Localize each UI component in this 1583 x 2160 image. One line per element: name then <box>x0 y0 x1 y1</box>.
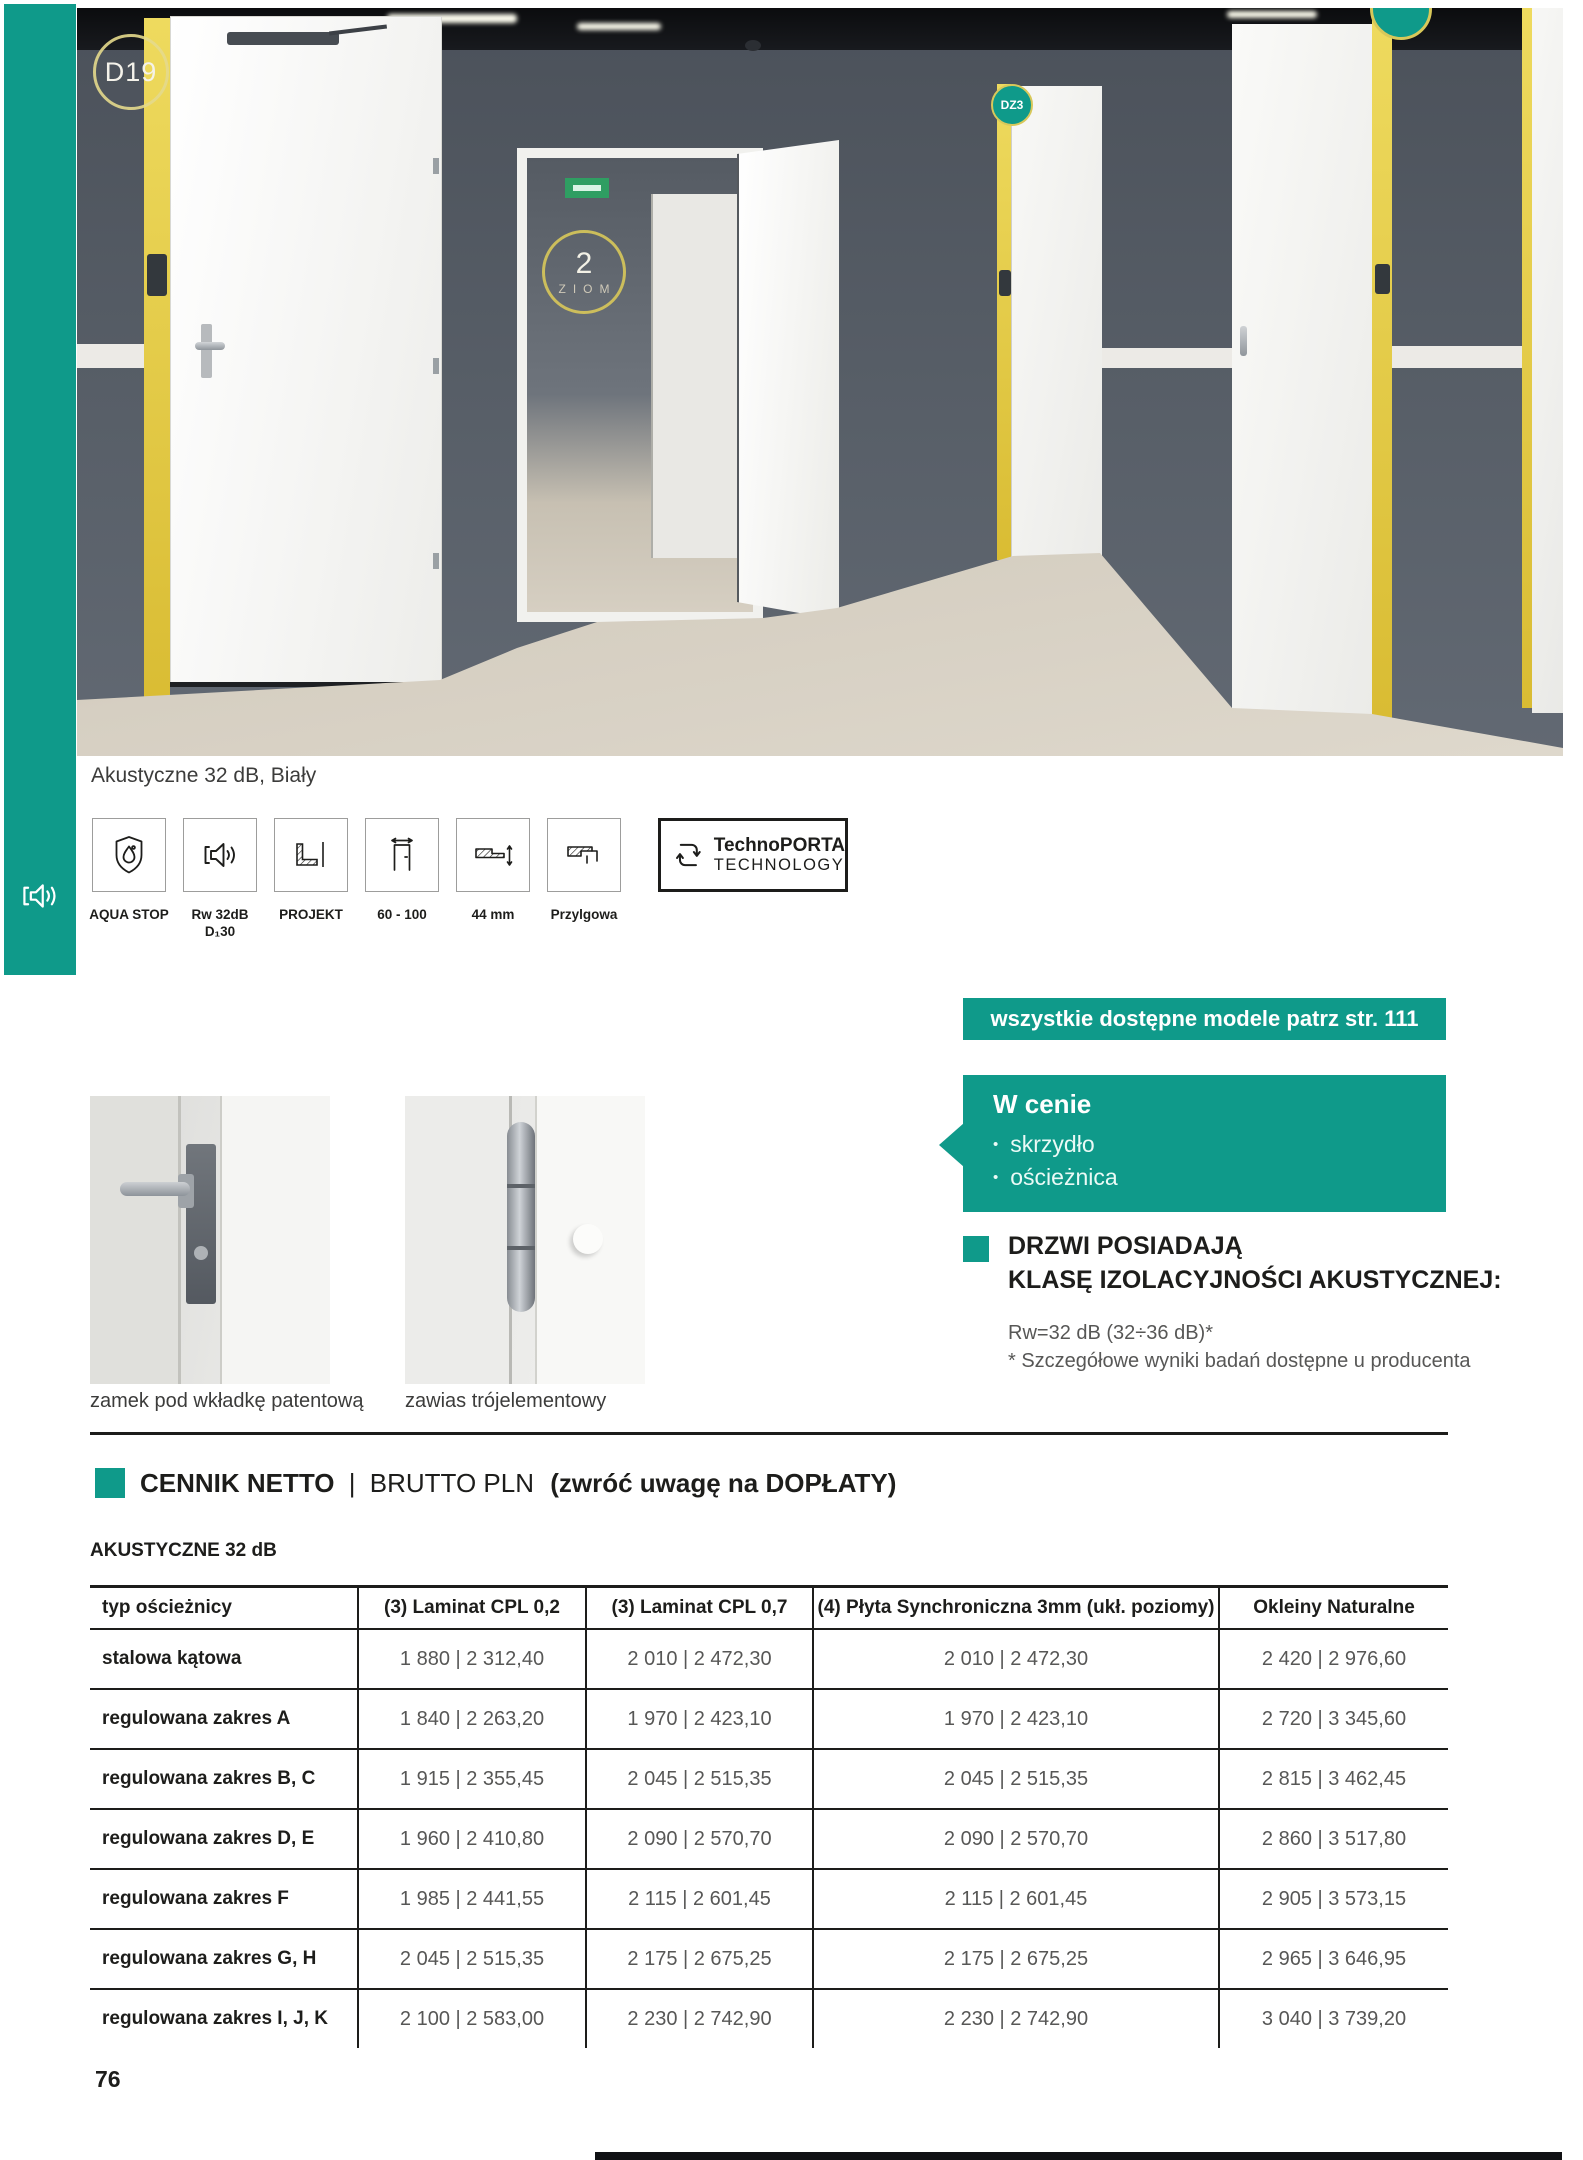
hinge <box>433 358 439 374</box>
detail-photo-hinge <box>405 1096 645 1384</box>
wall-stripe <box>77 344 144 368</box>
frame-area <box>405 1096 512 1384</box>
detail-caption-lock: zamek pod wkładkę patentową <box>90 1390 364 1412</box>
price-cell: 1 970 | 2 423,10 <box>812 1690 1218 1748</box>
price-table-header <box>90 1588 1448 1630</box>
in-price-item: • skrzydło <box>993 1128 1446 1161</box>
section-bullet-square <box>963 1236 989 1262</box>
hinge-segment-line <box>507 1246 535 1250</box>
hero-photo <box>77 8 1563 756</box>
feature-label: PROJEKT <box>279 907 343 922</box>
pricing-subheading: AKUSTYCZNE 32 dB <box>90 1540 277 1561</box>
column-header: Okleiny Naturalne <box>1218 1588 1448 1628</box>
price-cell: 2 420 | 2 976,60 <box>1218 1630 1448 1688</box>
feature-thickness <box>456 818 530 922</box>
price-cell: 2 045 | 2 515,35 <box>357 1930 585 1988</box>
price-cell: 2 965 | 3 646,95 <box>1218 1930 1448 1988</box>
pricing-heading-note: (zwróć uwagę na DOPŁATY) <box>550 1468 897 1498</box>
door-dz3 <box>1011 86 1102 560</box>
row-label: regulowana zakres I, J, K <box>102 2008 328 2029</box>
detail-photo-lock <box>90 1096 330 1384</box>
detail-caption-hinge: zawias trójelementowy <box>405 1390 607 1412</box>
in-price-arrow <box>939 1123 964 1167</box>
door-sign-d19: D19 <box>93 34 169 110</box>
table-row <box>90 1810 1448 1870</box>
feature-label: Rw 32dB <box>191 907 249 922</box>
row-label: stalowa kątowa <box>102 1648 242 1669</box>
pricing-heading-separator: | <box>348 1468 356 1498</box>
section-bullet-square <box>95 1468 125 1498</box>
hinge-barrel <box>507 1122 535 1312</box>
open-door-leaf <box>737 140 839 620</box>
price-cell: 2 175 | 2 675,25 <box>585 1930 812 1988</box>
price-cell: 1 985 | 2 441,55 <box>357 1870 585 1928</box>
frame-profile-icon <box>274 818 348 892</box>
price-cell: 2 175 | 2 675,25 <box>812 1930 1218 1988</box>
yellow-door-strip <box>1522 8 1532 708</box>
price-cell: 1 960 | 2 410,80 <box>357 1810 585 1868</box>
feature-label2: D₁30 <box>204 924 236 939</box>
feature-label: Przylgowa <box>550 907 618 922</box>
table-row <box>90 1630 1448 1690</box>
security-camera <box>745 40 761 51</box>
acoustic-heading-line2: KLASĘ IZOLACYJNOŚCI AKUSTYCZNEJ: <box>1008 1266 1502 1294</box>
divider-rule <box>90 1432 1448 1435</box>
price-cell: 2 720 | 3 345,60 <box>1218 1690 1448 1748</box>
acoustic-rating-icon <box>183 818 257 892</box>
table-row <box>90 1990 1448 2048</box>
exit-sign <box>565 178 609 198</box>
door-handle <box>1240 326 1247 356</box>
feature-label: 44 mm <box>471 907 515 922</box>
price-cell: 2 045 | 2 515,35 <box>812 1750 1218 1808</box>
wall-stripe <box>1100 348 1232 368</box>
table-row <box>90 1750 1448 1810</box>
access-reader <box>999 270 1011 296</box>
row-label: regulowana zakres A <box>102 1708 291 1729</box>
column-header: (3) Laminat CPL 0,2 <box>357 1588 585 1628</box>
access-reader <box>147 254 167 296</box>
table-row <box>90 1870 1448 1930</box>
yellow-door-strip <box>144 18 170 710</box>
acoustic-note: * Szczegółowe wyniki badań dostępne u producenta <box>1008 1350 1471 1372</box>
price-cell: 1 970 | 2 423,10 <box>585 1690 812 1748</box>
in-price-title: W cenie <box>993 1089 1092 1119</box>
price-cell: 1 880 | 2 312,40 <box>357 1630 585 1688</box>
price-cell: 2 860 | 3 517,80 <box>1218 1810 1448 1868</box>
column-header: (4) Płyta Synchroniczna 3mm (ukł. poziomy) <box>812 1588 1218 1628</box>
price-table <box>90 1585 1448 2048</box>
techno-line2: TECHNOLOGY <box>713 856 845 874</box>
door-knob <box>573 1224 603 1254</box>
techno-line1: TechnoPORTA <box>713 835 845 856</box>
door-closer <box>227 32 339 45</box>
price-cell: 2 115 | 2 601,45 <box>585 1870 812 1928</box>
models-banner <box>963 998 1446 1040</box>
feature-width <box>365 818 439 922</box>
price-cell: 2 100 | 2 583,00 <box>357 1990 585 2048</box>
price-cell: 2 230 | 2 742,90 <box>812 1990 1218 2048</box>
price-cell: 2 045 | 2 515,35 <box>585 1750 812 1808</box>
handle-lever <box>120 1182 190 1196</box>
hinge <box>433 553 439 569</box>
row-label: regulowana zakres D, E <box>102 1828 315 1849</box>
level-number: 2 <box>575 246 593 280</box>
lock-faceplate <box>186 1144 216 1304</box>
price-cell: 2 090 | 2 570,70 <box>585 1810 812 1868</box>
lock-plate <box>201 324 212 378</box>
table-row <box>90 1930 1448 1990</box>
hinge-segment-line <box>507 1184 535 1188</box>
table-row <box>90 1690 1448 1750</box>
far-door <box>651 194 743 557</box>
row-label: regulowana zakres F <box>102 1888 289 1909</box>
door-width-icon <box>365 818 439 892</box>
column-header: typ ościeżnicy <box>102 1597 232 1618</box>
loop-arrows-icon <box>669 835 708 875</box>
row-label: regulowana zakres G, H <box>102 1948 317 1969</box>
lock-cylinder <box>194 1246 208 1260</box>
price-cell: 1 840 | 2 263,20 <box>357 1690 585 1748</box>
pricing-heading <box>140 1468 896 1498</box>
access-reader <box>1375 264 1390 294</box>
feature-label: 60 - 100 <box>377 907 427 922</box>
open-doorway <box>517 148 763 622</box>
feature-projekt <box>274 818 348 922</box>
yellow-door-strip <box>1372 18 1392 718</box>
column-header: (3) Laminat CPL 0,7 <box>585 1588 812 1628</box>
exit-sign-glyph <box>573 185 601 191</box>
pricing-heading-light: BRUTTO PLN <box>369 1468 534 1498</box>
speaker-icon <box>18 874 62 918</box>
price-cell: 2 010 | 2 472,30 <box>585 1630 812 1688</box>
hero-caption: Akustyczne 32 dB, Biały <box>91 764 317 787</box>
door-handle <box>195 342 225 350</box>
door-sign-dz3: DZ3 <box>991 84 1033 126</box>
technoporta-badge <box>658 818 848 892</box>
page-number: 76 <box>95 2066 121 2092</box>
acoustic-category-strip <box>4 4 76 975</box>
price-cell: 2 815 | 3 462,45 <box>1218 1750 1448 1808</box>
ceiling-light <box>1227 11 1317 18</box>
price-cell: 3 040 | 3 739,20 <box>1218 1990 1448 2048</box>
price-cell: 2 010 | 2 472,30 <box>812 1630 1218 1688</box>
price-cell: 2 230 | 2 742,90 <box>585 1990 812 2048</box>
row-label: regulowana zakres B, C <box>102 1768 316 1789</box>
price-cell: 2 905 | 3 573,15 <box>1218 1870 1448 1928</box>
pricing-heading-bold: CENNIK NETTO <box>140 1468 335 1498</box>
price-cell: 2 115 | 2 601,45 <box>812 1870 1218 1928</box>
frame-area <box>90 1096 181 1384</box>
price-cell: 1 915 | 2 355,45 <box>357 1750 585 1808</box>
door-thickness-icon <box>456 818 530 892</box>
hinge <box>433 158 439 174</box>
aqua-stop-icon <box>92 818 166 892</box>
models-banner-text: wszystkie dostępne modele patrz str. 111 <box>990 1006 1419 1031</box>
door-right <box>1232 24 1372 716</box>
in-price-box <box>963 1075 1446 1212</box>
price-cell: 2 090 | 2 570,70 <box>812 1810 1218 1868</box>
level-word: ZIOM <box>558 281 617 296</box>
level-sign <box>542 230 626 314</box>
acoustic-heading-line1: DRZWI POSIADAJĄ <box>1008 1232 1243 1260</box>
ceiling-light <box>577 23 661 30</box>
door-face <box>220 1096 330 1384</box>
feature-rebate <box>547 818 621 922</box>
yellow-door-strip <box>997 84 1011 560</box>
feature-label: AQUA STOP <box>89 907 169 922</box>
feature-aqua-stop <box>89 818 169 922</box>
rebate-icon <box>547 818 621 892</box>
feature-acoustic <box>183 818 257 939</box>
door-edge-right <box>1532 8 1563 713</box>
next-page-edge <box>595 2152 1562 2160</box>
acoustic-value: Rw=32 dB (32÷36 dB)* <box>1008 1322 1213 1344</box>
in-price-item: • ościeżnica <box>993 1161 1446 1194</box>
